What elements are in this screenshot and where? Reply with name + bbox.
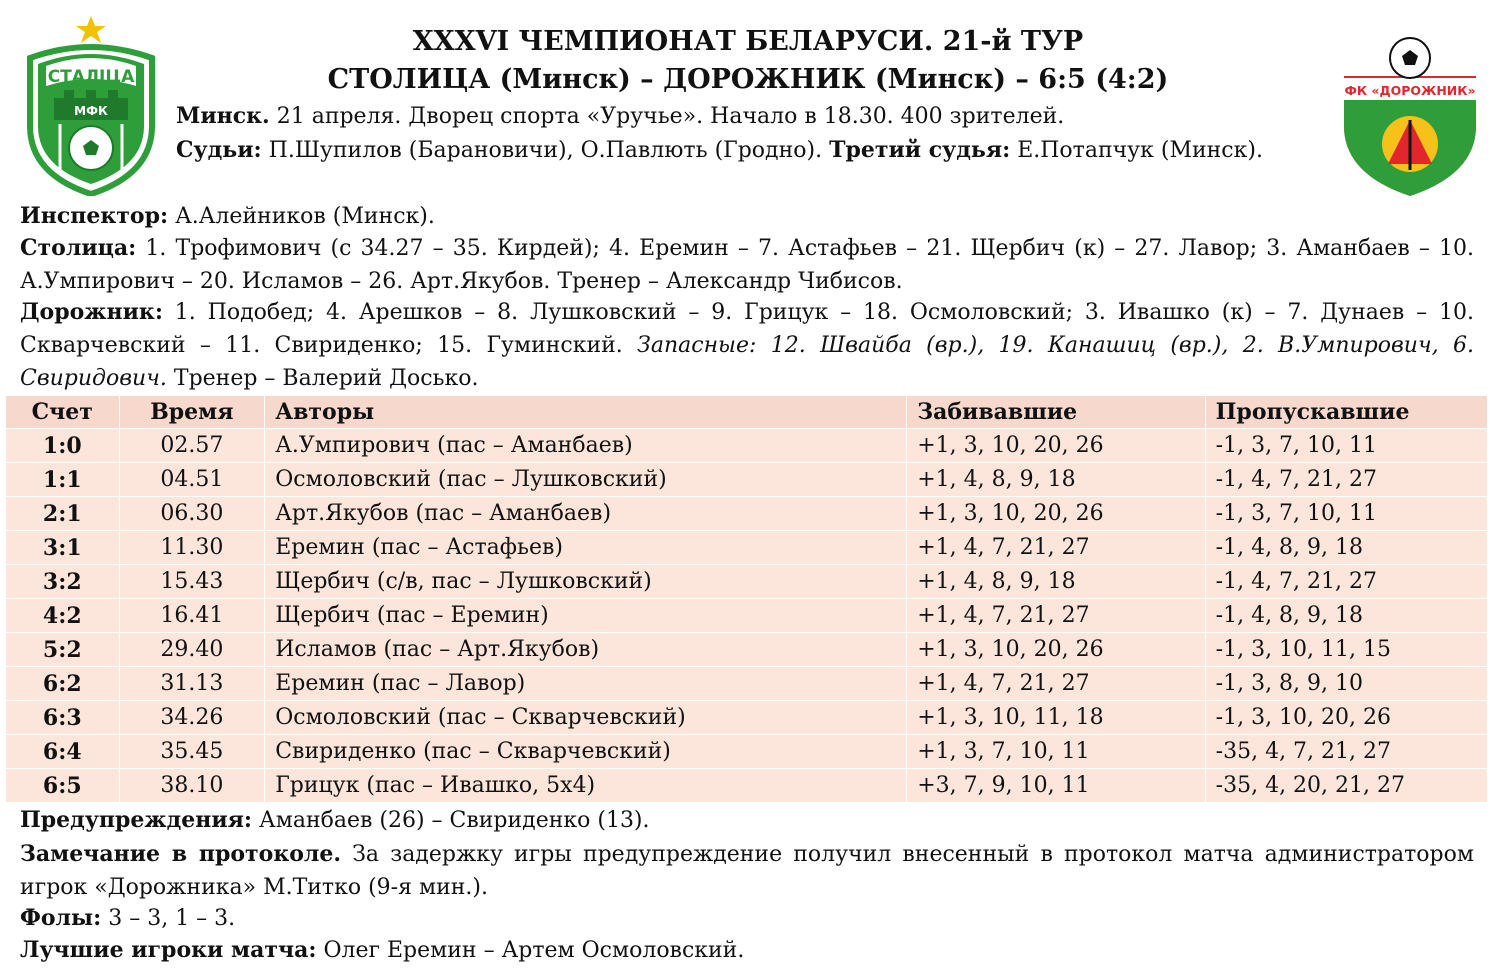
goal-score: 3:2 bbox=[6, 565, 119, 599]
goal-author: Щербич (с/в, пас – Лушковский) bbox=[265, 565, 907, 599]
goal-time: 16.41 bbox=[119, 599, 265, 633]
goal-time: 06.30 bbox=[119, 497, 265, 531]
goal-author: Щербич (пас – Еремин) bbox=[265, 599, 907, 633]
goal-time: 38.10 bbox=[119, 769, 265, 803]
logo-left-text: СТАЛІЦА bbox=[47, 67, 135, 87]
warnings-label: Предупреждения: bbox=[20, 807, 253, 833]
third-referee-text: Е.Потапчук (Минск). bbox=[1010, 138, 1263, 163]
goal-time: 34.26 bbox=[119, 701, 265, 735]
goal-plus: +1, 4, 7, 21, 27 bbox=[907, 599, 1205, 633]
goal-plus: +1, 3, 10, 20, 26 bbox=[907, 633, 1205, 667]
goal-minus: -1, 4, 8, 9, 18 bbox=[1205, 599, 1487, 633]
away-coach: Тренер – Валерий Досько. bbox=[166, 366, 479, 391]
goal-plus: +1, 4, 7, 21, 27 bbox=[907, 667, 1205, 701]
match-score-title: СТОЛИЦА (Минск) – ДОРОЖНИК (Минск) – 6:5 (4:2) bbox=[327, 64, 1169, 95]
goal-time: 04.51 bbox=[119, 463, 265, 497]
venue-text: 21 апреля. Дворец спорта «Уручье». Начало в 18.30. 400 зрителей. bbox=[269, 104, 1065, 129]
goal-plus: +1, 4, 7, 21, 27 bbox=[907, 531, 1205, 565]
goal-time: 31.13 bbox=[119, 667, 265, 701]
best-players-line bbox=[20, 934, 1474, 967]
goal-score: 6:4 bbox=[6, 735, 119, 769]
referees-text: П.Шупилов (Барановичи), О.Павлють (Гродно). bbox=[261, 138, 830, 163]
away-text: 1. Подобед; 4. Арешков – 8. Лушковский – 9. Грицук – 18. Осмоловский; 3. Ивашко (к) – 7. Дунаев – 10. Скварчевский – 11. Свириденко; 15. Гуминский. bbox=[20, 300, 1474, 358]
star-icon bbox=[76, 16, 106, 43]
referees-line bbox=[176, 134, 1320, 167]
fouls-line bbox=[20, 902, 1474, 935]
home-lineup bbox=[20, 232, 1474, 298]
table-row bbox=[6, 701, 1488, 735]
table-row bbox=[6, 599, 1488, 633]
warnings-text: Аманбаев (26) – Свириденко (13). bbox=[252, 808, 650, 833]
goal-score: 1:0 bbox=[6, 429, 119, 463]
goals-header-row bbox=[6, 396, 1488, 429]
goal-time: 11.30 bbox=[119, 531, 265, 565]
table-row bbox=[6, 429, 1488, 463]
goal-plus: +1, 3, 10, 20, 26 bbox=[907, 497, 1205, 531]
goal-plus: +1, 3, 10, 20, 26 bbox=[907, 429, 1205, 463]
goal-score: 6:3 bbox=[6, 701, 119, 735]
goals-table bbox=[6, 396, 1488, 803]
table-row bbox=[6, 769, 1488, 803]
inspector-text: А.Алейников (Минск). bbox=[168, 204, 435, 229]
goal-author: Арт.Якубов (пас – Аманбаев) bbox=[265, 497, 907, 531]
table-row bbox=[6, 463, 1488, 497]
logo-left-sub: МФК bbox=[74, 104, 108, 118]
goal-author: Свириденко (пас – Скварчевский) bbox=[265, 735, 907, 769]
best-text: Олег Еремин – Артем Осмоловский. bbox=[316, 938, 745, 963]
venue-label: Минск. bbox=[176, 103, 270, 129]
table-row bbox=[6, 667, 1488, 701]
inspector-label: Инспектор: bbox=[20, 203, 169, 229]
warnings-line bbox=[20, 804, 1474, 837]
fouls-text: 3 – 3, 1 – 3. bbox=[101, 906, 236, 931]
table-row bbox=[6, 565, 1488, 599]
goal-score: 6:2 bbox=[6, 667, 119, 701]
goal-score: 3:1 bbox=[6, 531, 119, 565]
header-score: Счет bbox=[6, 396, 119, 429]
goal-score: 4:2 bbox=[6, 599, 119, 633]
header-authors: Авторы bbox=[265, 396, 907, 429]
goal-score: 2:1 bbox=[6, 497, 119, 531]
goal-author: Исламов (пас – Арт.Якубов) bbox=[265, 633, 907, 667]
note-label: Замечание в протоколе. bbox=[20, 841, 342, 867]
third-referee-label: Третий судья: bbox=[829, 137, 1011, 163]
inspector-line bbox=[20, 200, 1474, 233]
goal-time: 15.43 bbox=[119, 565, 265, 599]
goal-time: 02.57 bbox=[119, 429, 265, 463]
goal-score: 1:1 bbox=[6, 463, 119, 497]
goal-minus: -1, 3, 10, 11, 15 bbox=[1205, 633, 1487, 667]
protocol-note bbox=[20, 838, 1474, 904]
best-label: Лучшие игроки матча: bbox=[20, 937, 317, 963]
away-lineup bbox=[20, 296, 1474, 395]
table-row bbox=[6, 735, 1488, 769]
referees-label: Судьи: bbox=[176, 137, 262, 163]
goal-plus: +1, 4, 8, 9, 18 bbox=[907, 463, 1205, 497]
home-label: Столица: bbox=[20, 235, 137, 261]
goal-time: 35.45 bbox=[119, 735, 265, 769]
dorozhnik-logo bbox=[1340, 36, 1480, 198]
header-scored: Забивавшие bbox=[907, 396, 1205, 429]
venue-line bbox=[176, 100, 1320, 133]
goal-minus: -1, 4, 7, 21, 27 bbox=[1205, 565, 1487, 599]
goal-time: 29.40 bbox=[119, 633, 265, 667]
goal-minus: -1, 3, 10, 20, 26 bbox=[1205, 701, 1487, 735]
goal-minus: -1, 3, 7, 10, 11 bbox=[1205, 497, 1487, 531]
table-row bbox=[6, 633, 1488, 667]
header-conceded: Пропускавшие bbox=[1205, 396, 1487, 429]
goal-author: Осмоловский (пас – Скварчевский) bbox=[265, 701, 907, 735]
goal-author: Еремин (пас – Астафьев) bbox=[265, 531, 907, 565]
goal-plus: +1, 4, 8, 9, 18 bbox=[907, 565, 1205, 599]
goal-score: 6:5 bbox=[6, 769, 119, 803]
fouls-label: Фолы: bbox=[20, 905, 102, 931]
stalitsa-logo bbox=[20, 14, 162, 196]
goal-author: Грицук (пас – Ивашко, 5х4) bbox=[265, 769, 907, 803]
goal-minus: -1, 4, 8, 9, 18 bbox=[1205, 531, 1487, 565]
goal-minus: -1, 4, 7, 21, 27 bbox=[1205, 463, 1487, 497]
home-text: 1. Трофимович (с 34.27 – 35. Кирдей); 4. Еремин – 7. Астафьев – 21. Щербич (к) – 27. Лавор; 3. Аманбаев – 10. А.Умпирович – 20. Исламов – 26. Арт.Якубов. Тренер – Александр Чибисов. bbox=[20, 236, 1474, 294]
goal-plus: +3, 7, 9, 10, 11 bbox=[907, 769, 1205, 803]
table-row bbox=[6, 497, 1488, 531]
goal-plus: +1, 3, 7, 10, 11 bbox=[907, 735, 1205, 769]
goal-author: А.Умпирович (пас – Аманбаев) bbox=[265, 429, 907, 463]
goal-plus: +1, 3, 10, 11, 18 bbox=[907, 701, 1205, 735]
goal-minus: -1, 3, 7, 10, 11 bbox=[1205, 429, 1487, 463]
header-time: Время bbox=[119, 396, 265, 429]
goal-score: 5:2 bbox=[6, 633, 119, 667]
away-label: Дорожник: bbox=[20, 299, 163, 325]
goal-minus: -1, 3, 8, 9, 10 bbox=[1205, 667, 1487, 701]
goal-minus: -35, 4, 7, 21, 27 bbox=[1205, 735, 1487, 769]
goal-author: Еремин (пас – Лавор) bbox=[265, 667, 907, 701]
away-subs: Запасные: 12. Швайба (вр.), 19. Канашиц (вр.), 2. В.Умпирович, 6. Свиридович. bbox=[20, 333, 1474, 391]
note-text: За задержку игры предупреждение получил внесенный в протокол матча администратором игрок «Дорожника» М.Титко (9-я мин.). bbox=[20, 842, 1474, 900]
goal-minus: -35, 4, 20, 21, 27 bbox=[1205, 769, 1487, 803]
goal-author: Осмоловский (пас – Лушковский) bbox=[265, 463, 907, 497]
table-row bbox=[6, 531, 1488, 565]
match-title: XXXVI ЧЕМПИОНАТ БЕЛАРУСИ. 21-й ТУР bbox=[412, 26, 1084, 57]
logo-right-text: ФК «ДОРОЖНИК» bbox=[1344, 83, 1476, 98]
